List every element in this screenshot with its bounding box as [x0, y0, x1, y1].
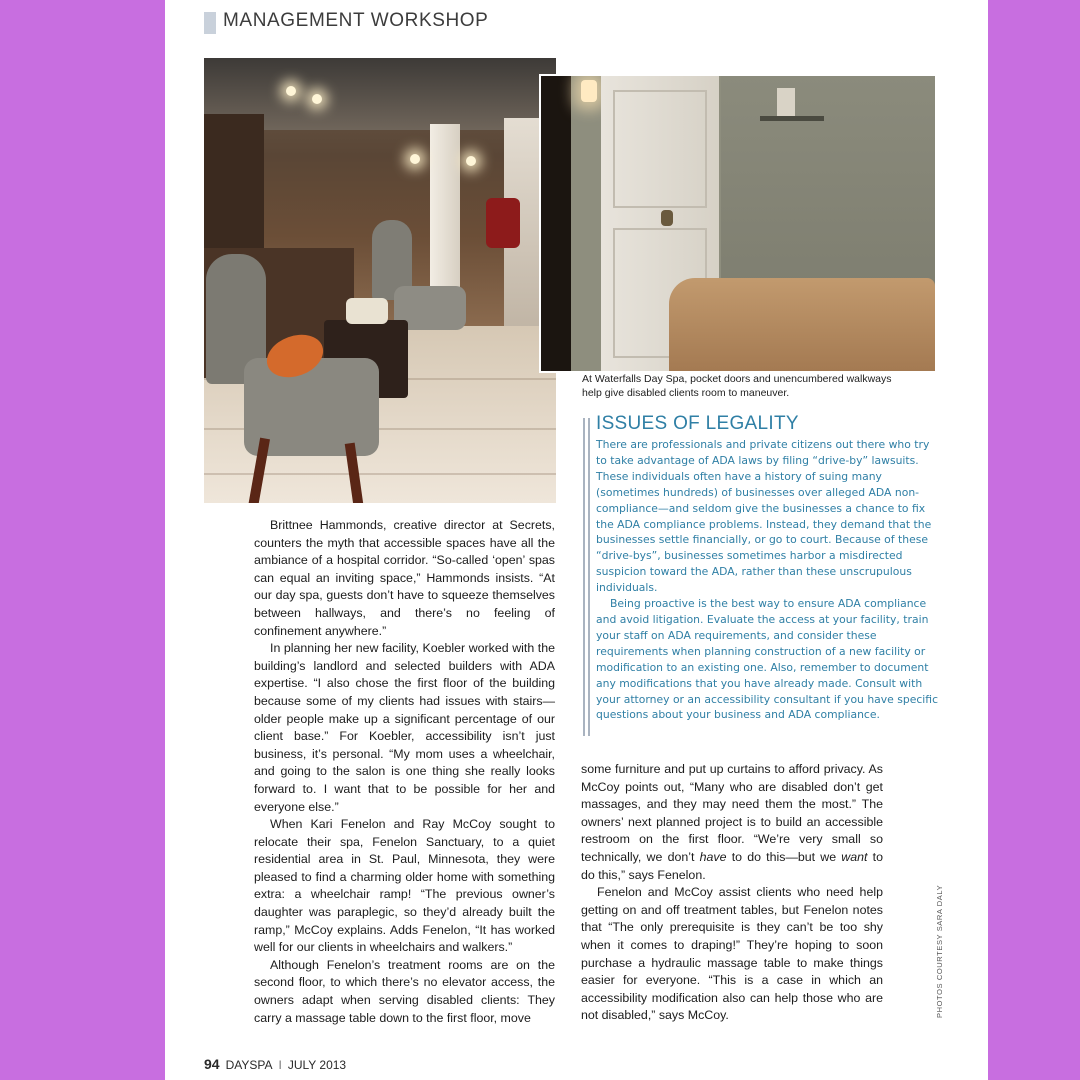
photo-doorway: [541, 76, 571, 371]
magazine-name: DAYSPA: [225, 1058, 273, 1072]
article-paragraph: In planning her new facility, Koebler worked with the building’s landlord and selected builders with ADA expertise. “I also chose the first floor of the building because some of my clients had issues with stairs—older people make up a significant percentage of our client base.” For Koebler, accessibility isn’t just business, it’s personal. “My mom uses a wheelchair, and going to the salon is one thing she really looks forward to. I want that to be possible for her and everyone else.”: [254, 641, 555, 814]
photo-caption: At Waterfalls Day Spa, pocket doors and unencumbered walkways help give disabled clients room to maneuver.: [582, 373, 892, 399]
treatment-room-photo: [539, 74, 937, 373]
photo-wall-sconce: [466, 156, 476, 166]
photo-credit: PHOTOS COURTESY SARA DALY: [935, 884, 944, 1018]
article-text: to do this—but we: [726, 849, 842, 864]
door-panel: [613, 90, 707, 208]
lobby-photo: [204, 58, 556, 503]
article-emphasis: have: [699, 849, 727, 864]
article-column-1: [254, 517, 555, 1027]
article-text: to do this,” says Fenelon.: [581, 849, 883, 882]
photo-red-chair: [486, 198, 520, 248]
photo-tray: [346, 298, 388, 324]
door-knob: [661, 210, 673, 226]
article-column-2: [581, 761, 883, 1025]
sidebar-box: [596, 412, 941, 723]
footer-separator: I: [278, 1058, 282, 1072]
sidebar-paragraph: Being proactive is the best way to ensure ADA compliance and avoid litigation. Evaluate the access at your facility, train your staff on ADA requirements, and consider these requirements when planning construction of a new facility or modification to an existing one. Also, remember to document any modifications that you have already made. Consult with your attorney or an accessibility consultant if you have specific questions about your business and ADA compliance.: [596, 597, 939, 722]
photo-tissue-box: [777, 88, 795, 116]
sidebar-paragraph: There are professionals and private citizens out there who try to take advantage of ADA laws by filing “drive-by” lawsuits. These individuals often have a history of suing many (sometimes hundreds) of businesses over alleged ADA non-compliance—and seldom give the businesses a chance to fix the ADA compliance problems. Instead, they demand that the businesses settle financially, or go to court. Because of these “drive-bys”, businesses sometimes harbor a misdirected suspicion toward the ADA, rather than these unscrupulous individuals.: [596, 438, 932, 595]
page-number: 94: [204, 1056, 220, 1072]
article-paragraph: Brittnee Hammonds, creative director at Secrets, counters the myth that accessible spaces have all the ambiance of a hospital corridor. “So-called ‘open’ spas can equal an inviting space,” Hammonds insists. “At our day spa, guests don’t have to squeeze themselves between hallways, and there’s no feeling of confinement anywhere.”: [254, 518, 555, 638]
photo-lamp: [581, 80, 597, 102]
section-title: MANAGEMENT WORKSHOP: [223, 10, 489, 31]
article-paragraph: [581, 761, 883, 884]
article-text: some furniture and put up curtains to afford privacy. As McCoy points out, “Many who are disabled don’t get massages, and they may need them the most.” The owners’ next planned project is to build an accessible restroom on the first floor. “We’re very small so technically, we don’t: [581, 762, 883, 864]
article-paragraph: When Kari Fenelon and Ray McCoy sought to relocate their spa, Fenelon Sanctuary, to a quiet residential area in St. Paul, Minnesota, they were pleased to find a charming older home with something extra: a wheelchair ramp! “The previous owner’s daughter was paraplegic, so they’d already built the ramp,” McCoy explains. Adds Fenelon, “It has worked well for our clients in wheelchairs and walkers.”: [254, 817, 555, 955]
sidebar-heading: ISSUES OF LEGALITY: [596, 413, 799, 434]
article-paragraph: Fenelon and McCoy assist clients who need help getting on and off treatment tables, but Fenelon notes that “The only prerequisite is they can’t be too shy when it comes to draping!” They’re hoping to soon purchase a hydraulic massage table to make things easier for everyone. “This is a case in which an accessibility modification also can help those who are not disabled,” says McCoy.: [581, 885, 883, 1023]
photo-ceiling-light: [312, 94, 322, 104]
photo-shelf: [760, 116, 824, 121]
sidebar-rule: [583, 418, 585, 736]
sidebar-rule: [588, 418, 590, 736]
magazine-page: [165, 0, 988, 1080]
section-marker: [204, 12, 216, 34]
article-paragraph: Although Fenelon’s treatment rooms are on the second floor, to which there’s no elevator access, the owners adapt when serving disabled clients: They carry a massage table down to the first floor, move: [254, 957, 555, 1025]
issue-date: JULY 2013: [287, 1058, 347, 1072]
page-footer: [204, 1056, 346, 1072]
photo-ceiling-light: [286, 86, 296, 96]
photo-wall-sconce: [410, 154, 420, 164]
photo-massage-table: [669, 278, 935, 371]
article-emphasis: want: [841, 849, 868, 864]
